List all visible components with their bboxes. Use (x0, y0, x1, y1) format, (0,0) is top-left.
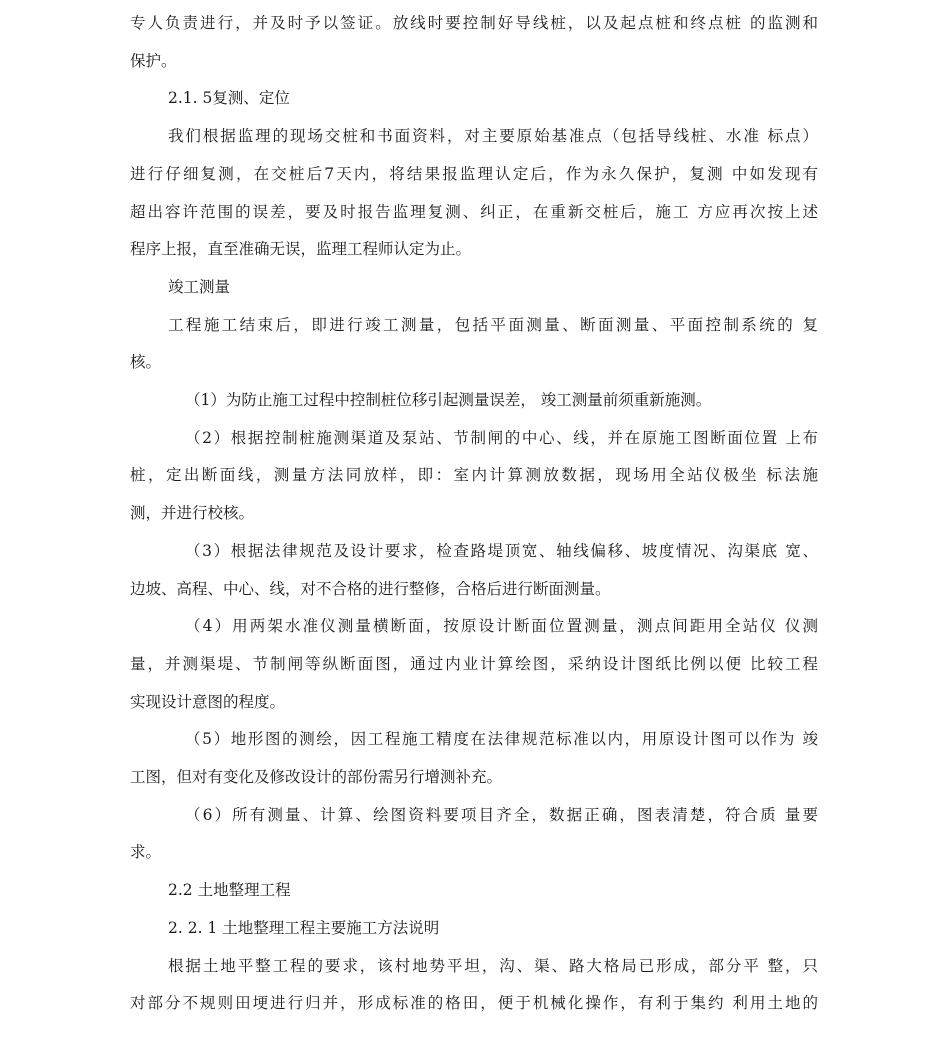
text-line: 2. 2. 1 土地整理工程主要施工方法说明 (168, 918, 440, 937)
text-line: 超出容许范围的误差，要及时报告监理复测、纠正，在重新交桩后，施工 方应再次按上述 (130, 202, 818, 221)
text-line: 测，并进行校核。 (130, 504, 255, 523)
text-line: 量，并测渠堤、节制闸等纵断面图，通过内业计算绘图，采纳设计图纸比例以便 比较工程 (130, 654, 818, 673)
text-line: 程序上报，直至准确无误，监理工程师认定为止。 (130, 240, 472, 259)
text-line: 工图，但对有变化及修改设计的部份需另行增测补充。 (130, 768, 503, 786)
text-line: 竣工测量 (168, 277, 231, 296)
text-line: （6）所有测量、计算、绘图资料要项目齐全，数据正确，图表清楚，符合质 量要 (185, 805, 818, 824)
text-line: （3）根据法律规范及设计要求，检查路堤顶宽、轴线偏移、坡度情况、沟渠底 宽、 (185, 541, 818, 560)
text-line: （2）根据控制桩施测渠道及泵站、节制闸的中心、线，并在原施工图断面位置 上布 (185, 428, 818, 447)
text-line: 对部分不规则田埂进行归并，形成标准的格田，便于机械化操作，有利于集约 利用土地的 (130, 994, 818, 1013)
text-line: 根据土地平整工程的要求，该村地势平坦，沟、渠、路大格局已形成，部分平 整，只 (168, 956, 818, 975)
text-line: 保护。 (130, 51, 177, 70)
text-line: 边坡、高程、中心、线，对不合格的进行整修，合格后进行断面测量。 (130, 579, 611, 598)
text-line: （4）用两架水准仪测量横断面，按原设计断面位置测量，测点间距用全站仪 仪测 (185, 617, 818, 636)
text-line: 进行仔细复测，在交桩后7天内，将结果报监理认定后，作为永久保护，复测 中如发现有 (130, 164, 818, 183)
text-line: 核。 (130, 353, 162, 372)
text-line: 专人负责进行，并及时予以签证。放线时要控制好导线桩，以及起点桩和终点桩 的监测和 (130, 14, 818, 32)
text-line: 求。 (130, 843, 162, 862)
text-line: 2.2 土地整理工程 (168, 881, 291, 900)
text-line: 工程施工结束后，即进行竣工测量，包括平面测量、断面测量、平面控制系统的 复 (168, 315, 818, 334)
text-line: 我们根据监理的现场交桩和书面资料，对主要原始基准点（包括导线桩、水准 标点） (168, 127, 818, 146)
text-line: （1）为防止施工过程中控制桩位移引起测量误差， 竣工测量前须重新施测。 (185, 391, 712, 409)
text-line: （5）地形图的测绘，因工程施工精度在法律规范标准以内，用原设计图可以作为 竣 (185, 730, 818, 749)
text-line: 实现设计意图的程度。 (130, 692, 286, 711)
text-line: 2.1. 5复测、定位 (168, 89, 290, 108)
text-line: 桩，定出断面线，测量方法同放样，即：室内计算测放数据，现场用全站仪极坐 标法施 (130, 466, 818, 485)
